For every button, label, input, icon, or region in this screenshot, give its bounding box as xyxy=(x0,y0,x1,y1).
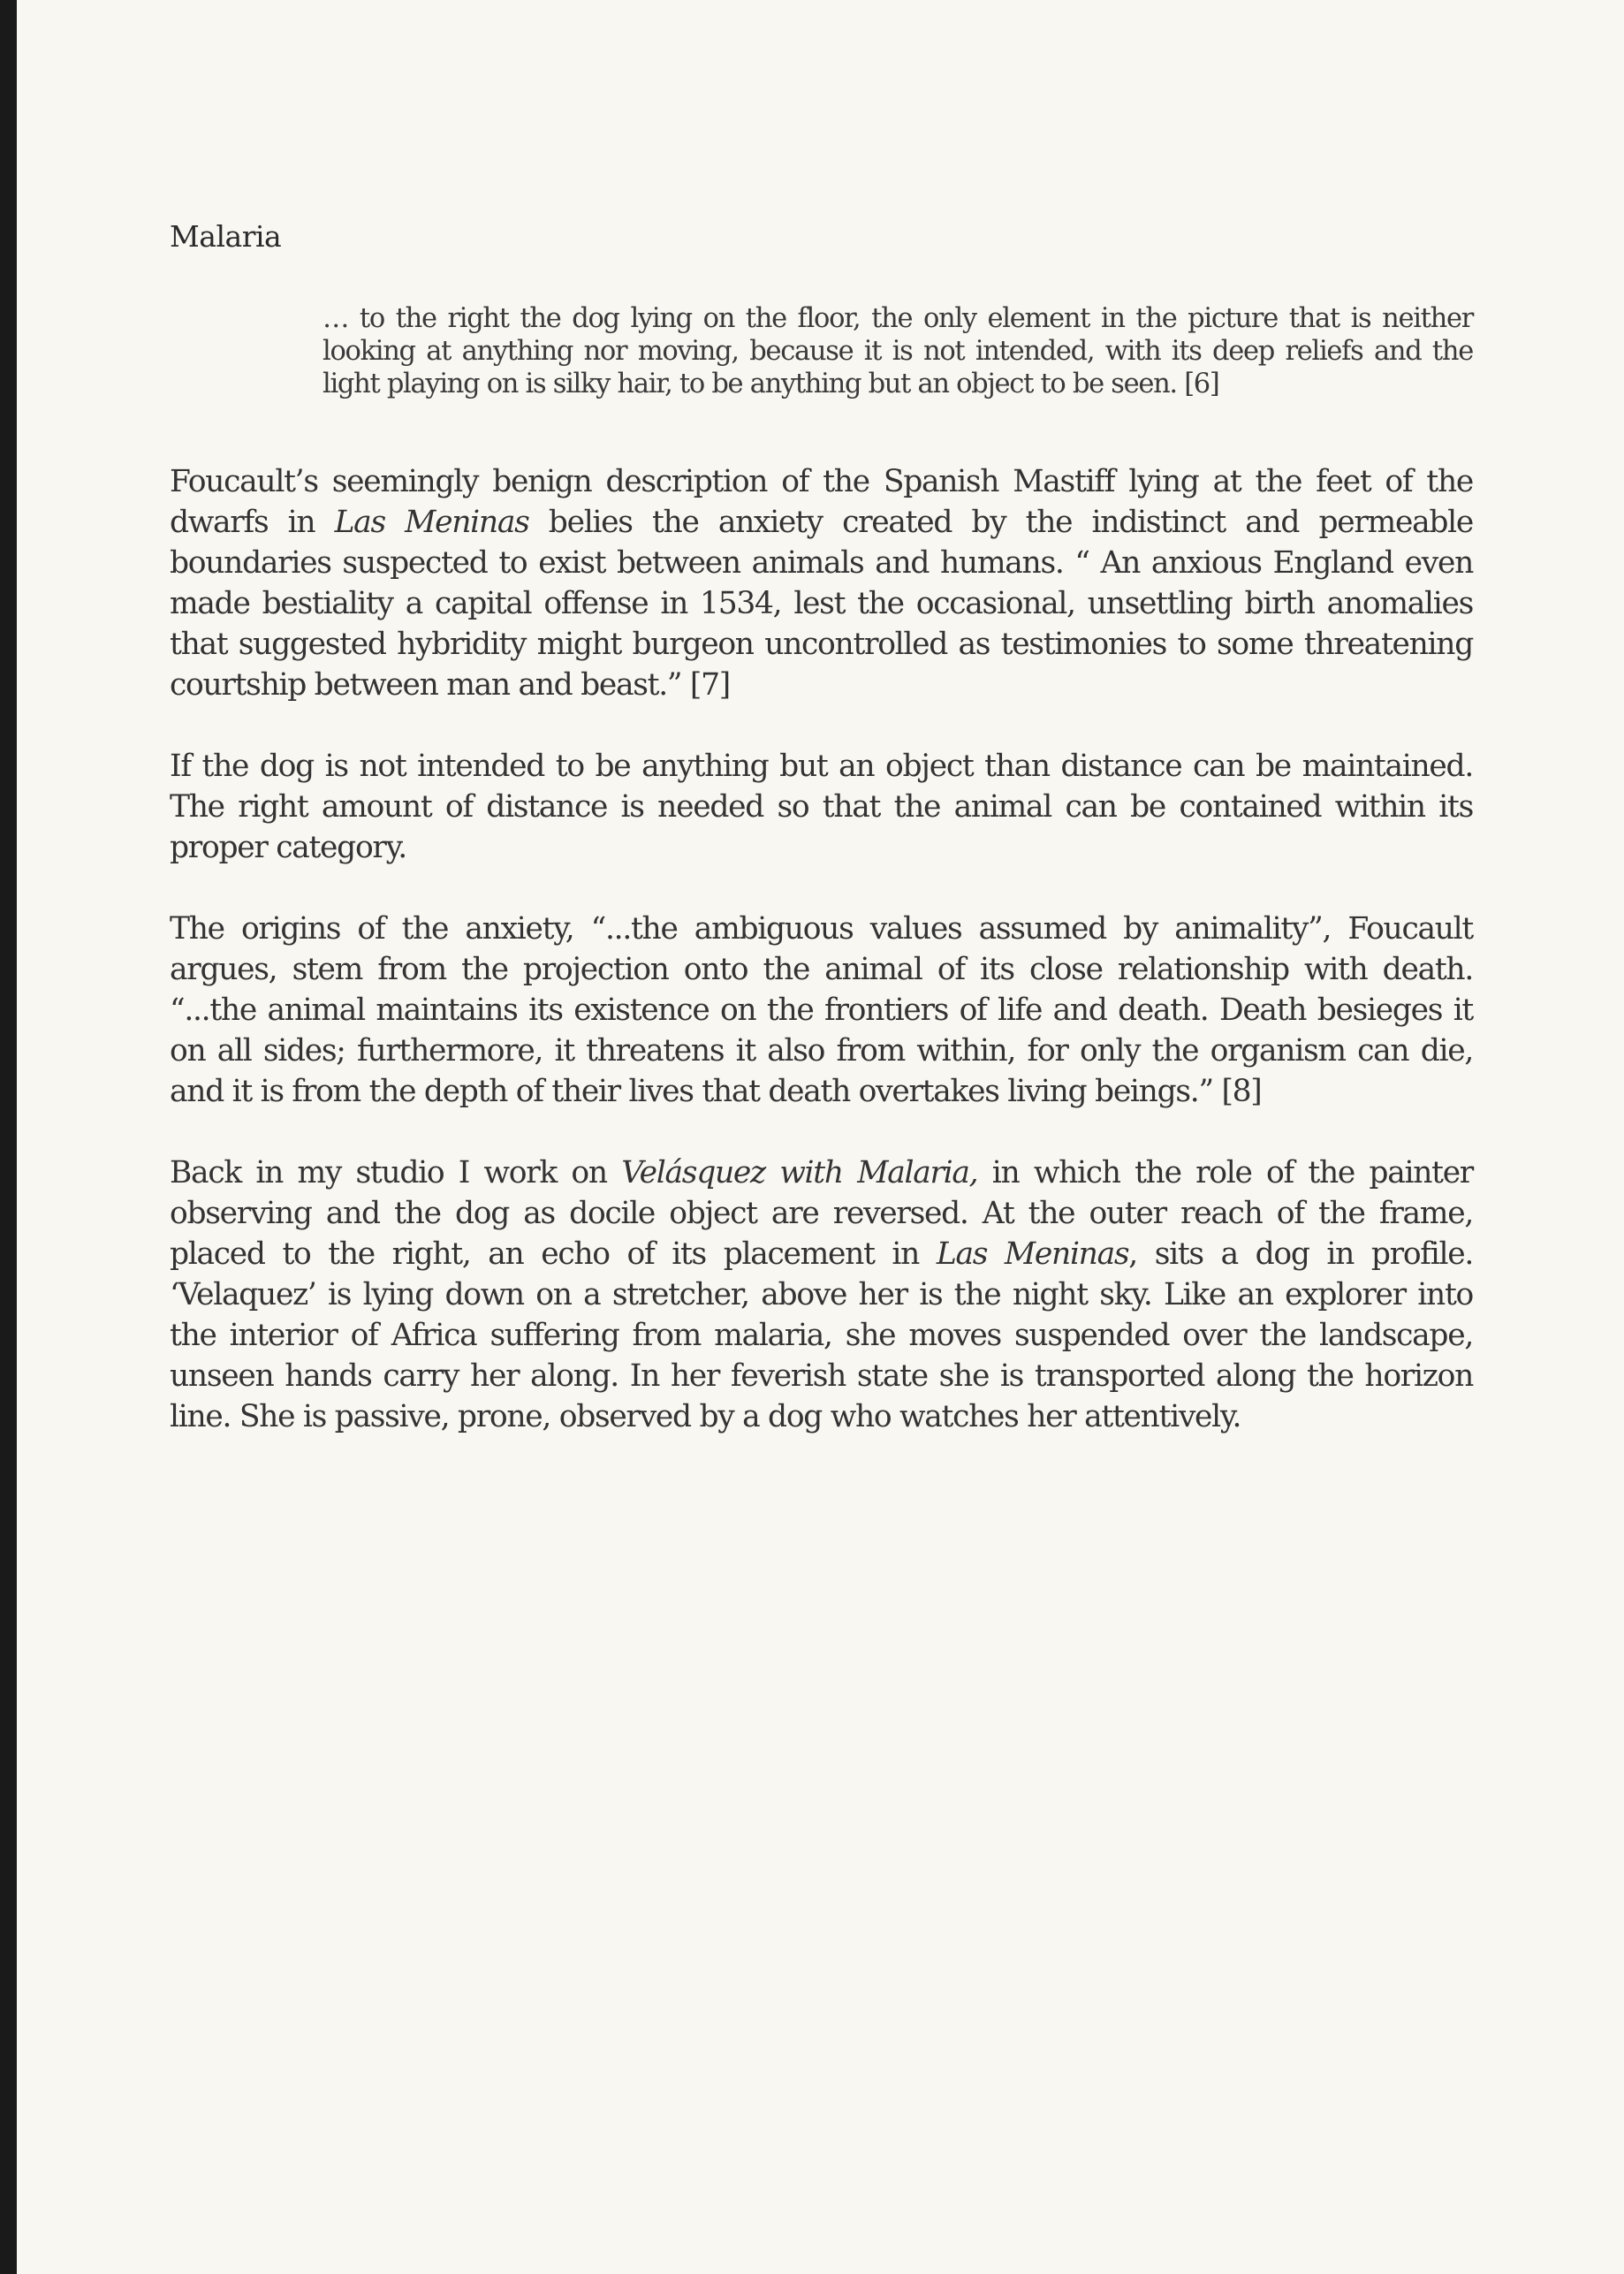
paragraph-4-italic-title: Las Meninas xyxy=(936,1236,1129,1272)
paragraph-4-italic-artwork: Velásquez with Malaria, xyxy=(621,1155,978,1190)
body-text xyxy=(170,461,1473,1478)
paragraph-4-text-a: Back in my studio I work on xyxy=(170,1155,622,1190)
paragraph-1-text-b: belies the anxiety created by the indistinct and permeable boundaries suspected to exist between animals and humans. “ An anxious England even made bestiality a capital offense in 1534, lest the occasional, unsettling birth anomalies that suggested hybridity might burgeon uncontrolled as testimonies to some threatening courtship between man and beast.” [7] xyxy=(170,505,1473,703)
paragraph-4-text-c: , sits a dog in profile. ‘Velaquez’ is lying down on a stretcher, above her is the night sky. Like an explorer into the interior of Africa suffering from malaria, she moves suspended over the landscape, unseen hands carry her along. In her feverish state she is transported along the horizon line. She is passive, prone, observed by a dog who watches her attentively. xyxy=(170,1236,1474,1434)
page-title: Malaria xyxy=(170,219,282,254)
epigraph-quote: … to the right the dog lying on the floor, the only element in the picture that is neither looking at anything nor moving, because it is not intended, with its deep reliefs and the light playing on is silky hair, to be anything but an object to be seen. [6] xyxy=(323,303,1473,399)
paragraph-1-text-a: Foucault’s seemingly benign description of the Spanish Mastiff lying at the feet of the dwarfs in xyxy=(170,464,1473,540)
paragraph-2: If the dog is not intended to be anything but an object than distance can be maintained. The right amount of distance is needed so that the animal can be contained within its proper category. xyxy=(170,749,1473,865)
paragraph-1 xyxy=(170,461,1473,705)
paragraph-4 xyxy=(170,1152,1473,1437)
document-page xyxy=(17,0,1624,2274)
paragraph-1-italic-title: Las Meninas xyxy=(334,505,529,540)
paragraph-3: The origins of the anxiety, “...the ambiguous values assumed by animality”, Foucault argues, stem from the projection onto the animal of its close relationship with death. “...the animal maintains its existence on the frontiers of life and death. Death besieges it on all sides; furthermore, it threatens it also from within, for only the organism can die, and it is from the depth of their lives that death overtakes living beings.” [8] xyxy=(170,911,1473,1109)
paragraph-4-text-b: in which the role of the painter observing and the dog as docile object are reversed. At the outer reach of the frame, placed to the right, an echo of its placement in xyxy=(170,1155,1474,1272)
